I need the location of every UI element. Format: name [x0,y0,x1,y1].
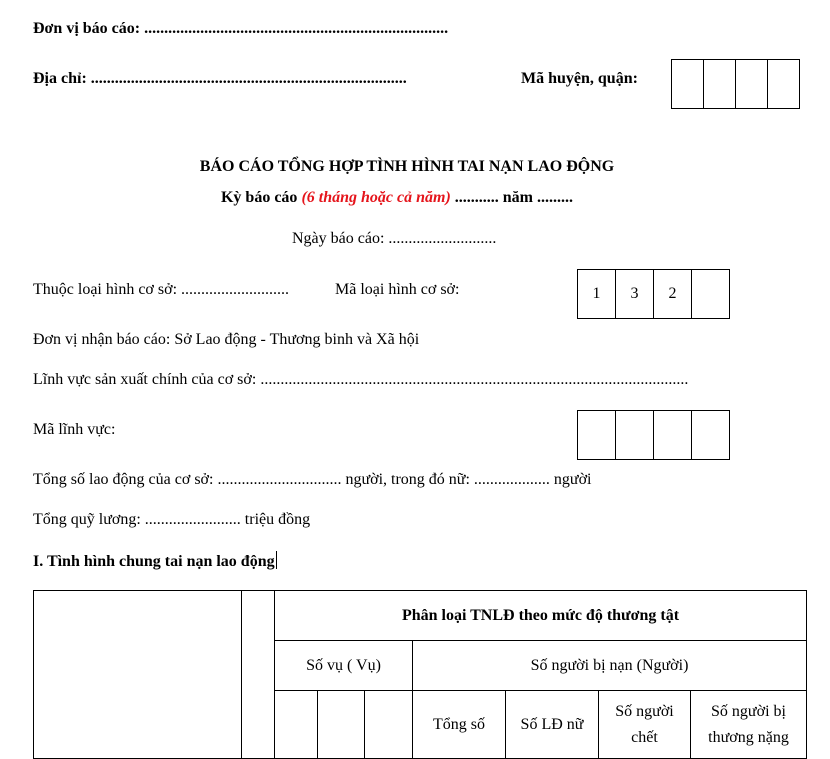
facility-code-cell[interactable]: 3 [616,270,654,318]
district-code-boxes [671,59,800,109]
address-label: Địa chỉ: [33,70,87,87]
period-label: Kỳ báo cáo [220,189,298,206]
table-blank-cell[interactable] [242,591,275,759]
facility-type-dots[interactable]: ........................... [181,281,290,298]
female-workers-dots[interactable]: ................... [473,471,550,488]
production-field-label: Lĩnh vực sản xuất chính của cơ sở: [33,371,257,388]
field-code-boxes [577,410,730,460]
persons-unit: người [553,471,592,488]
report-date-dots[interactable]: ........................... [388,230,497,247]
field-code-cell[interactable] [692,411,729,459]
table-header-serious-injuries: Số người bị thương nặng [691,691,807,759]
total-workers-label: Tổng số lao động của cơ sở: [33,471,214,488]
wage-fund-dots[interactable]: ........................ [144,511,241,528]
table-header-victims: Số người bị nạn (Người) [413,641,807,691]
receiving-unit: Đơn vị nhận báo cáo: Sở Lao động - Thương binh và Xã hội [33,331,420,348]
section-heading: I. Tình hình chung tai nạn lao động [33,553,275,570]
accident-summary-table [33,590,807,759]
report-date-line [292,230,496,248]
table-header-incidents: Số vụ ( Vụ) [275,641,413,691]
production-field-line [33,371,688,389]
table-blank-cell[interactable] [365,691,413,759]
text-cursor [276,551,277,569]
period-dots[interactable]: ........... [454,189,499,206]
facility-code-cell[interactable]: 2 [654,270,692,318]
district-code-cell[interactable] [672,60,704,108]
female-workers-label: người, trong đó nữ: [345,471,470,488]
facility-type-line [33,281,289,299]
address-dots[interactable]: ............................................................................... [90,70,407,87]
reporting-unit-dots[interactable]: ............................................................................ [144,20,449,37]
district-code-cell[interactable] [704,60,736,108]
district-code-label: Mã huyện, quận: [521,70,638,87]
district-code-cell[interactable] [768,60,799,108]
period-hint: (6 tháng hoặc cả năm) [301,189,451,206]
field-code-cell[interactable] [654,411,692,459]
report-period [0,189,830,207]
address-line [33,70,407,88]
table-blank-cell[interactable] [275,691,318,759]
facility-type-code-label: Mã loại hình cơ sở: [335,281,460,298]
facility-code-cell[interactable] [692,270,729,318]
production-field-dots[interactable]: ........................................................................................................... [260,371,689,388]
report-date-label: Ngày báo cáo: [292,230,385,247]
facility-code-cell[interactable]: 1 [578,270,616,318]
table-blank-cell[interactable] [318,691,365,759]
million-vnd-unit: triệu đồng [244,511,311,528]
table-header-deaths: Số người chết [599,691,691,759]
report-title: BÁO CÁO TỔNG HỢP TÌNH HÌNH TAI NẠN LAO ĐỘNG [199,158,615,175]
facility-type-code-boxes [577,269,730,319]
table-header-total: Tổng số [413,691,506,759]
field-code-label: Mã lĩnh vực: [33,421,116,438]
field-code-cell[interactable] [578,411,616,459]
district-code-cell[interactable] [736,60,768,108]
reporting-unit-label: Đơn vị báo cáo: [33,20,141,37]
reporting-unit-line [33,20,448,38]
wage-fund-label: Tổng quỹ lương: [33,511,141,528]
field-code-cell[interactable] [616,411,654,459]
table-header-injury-classification: Phân loại TNLĐ theo mức độ thương tật [275,591,807,641]
table-blank-cell[interactable] [34,591,242,759]
table-header-female-workers: Số LĐ nữ [506,691,599,759]
year-dots[interactable]: ......... [537,189,574,206]
year-label: năm [502,189,534,206]
facility-type-label: Thuộc loại hình cơ sở: [33,281,178,298]
total-workers-dots[interactable]: ............................... [217,471,342,488]
wage-fund-line [33,511,310,529]
total-workers-line [33,471,592,489]
